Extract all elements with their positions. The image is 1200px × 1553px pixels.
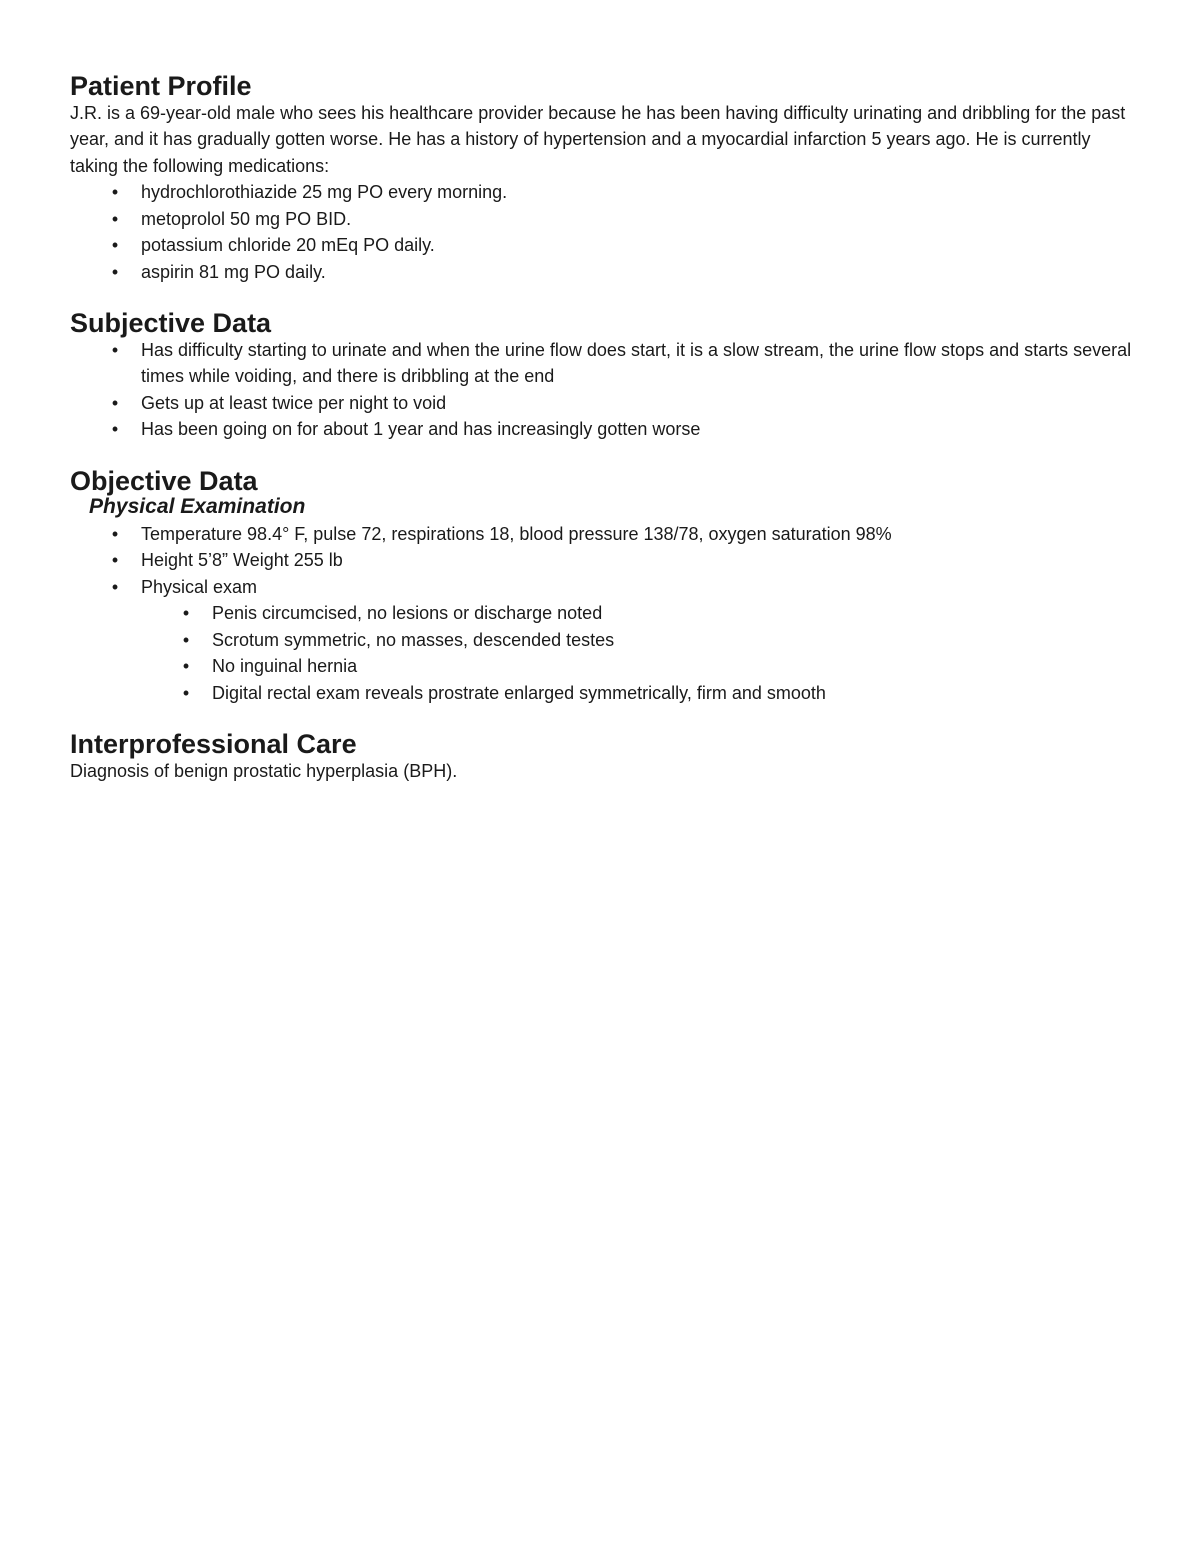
list-item — [70, 521, 1140, 548]
patient-profile-intro: J.R. is a 69-year-old male who sees his healthcare provider because he has been having difficulty urinating and dribbling for the past year, and it has gradually gotten worse. He has a history of hypertension and a myocardial infarction 5 years ago. He is currently taking the following medications: — [70, 102, 1126, 176]
bullet-icon: • — [111, 392, 119, 413]
bullet-icon: • — [182, 682, 190, 703]
patient-profile-section — [70, 73, 1140, 285]
medication-text: potassium chloride 20 mEq PO daily. — [141, 235, 435, 255]
bullet-icon: • — [182, 629, 190, 650]
objective-data-list — [70, 521, 1140, 601]
bullet-icon: • — [111, 550, 119, 570]
height-weight-text: Height 5’8” Weight 255 lb — [141, 550, 343, 570]
physical-examination-subheading: Physical Examination — [89, 495, 306, 518]
interprofessional-care-section — [70, 731, 1140, 784]
exam-finding-text: Scrotum symmetric, no masses, descended testes — [212, 629, 615, 650]
objective-data-heading: Objective Data — [70, 465, 258, 496]
bullet-icon: • — [111, 235, 119, 255]
document-page — [70, 73, 1140, 784]
bullet-icon: • — [182, 603, 190, 623]
physical-exam-text: Physical exam — [141, 576, 258, 597]
medication-text: aspirin 81 mg PO daily. — [141, 261, 326, 282]
list-item — [70, 232, 1140, 259]
list-item — [70, 627, 1140, 654]
subjective-item-text: Has difficulty starting to urinate and when the urine flow does start, it is a slow stream, the urine flow stops and starts several times while voiding, and there is dribbling at the end — [141, 339, 1132, 386]
list-item — [70, 600, 1140, 627]
list-item — [70, 416, 1140, 443]
vital-signs-text: Temperature 98.4° F, pulse 72, respirations 18, blood pressure 138/78, oxygen saturation 98% — [141, 523, 892, 544]
bullet-icon: • — [182, 656, 190, 676]
list-item — [70, 653, 1140, 680]
list-item — [70, 206, 1140, 233]
list-item — [70, 547, 1140, 574]
patient-profile-heading: Patient Profile — [70, 71, 252, 101]
list-item — [70, 337, 1140, 390]
list-item — [70, 680, 1140, 707]
medication-text: metoprolol 50 mg PO BID. — [141, 208, 352, 229]
bullet-icon: • — [111, 208, 119, 229]
list-item — [70, 390, 1140, 417]
bullet-icon: • — [111, 523, 119, 544]
list-item — [70, 574, 1140, 601]
subjective-data-heading: Subjective Data — [70, 308, 272, 338]
bullet-icon: • — [111, 576, 119, 597]
interprofessional-care-heading: Interprofessional Care — [70, 729, 357, 759]
list-item — [70, 179, 1140, 206]
diagnosis-text: Diagnosis of benign prostatic hyperplasia (BPH). — [70, 760, 458, 781]
list-item — [70, 259, 1140, 286]
bullet-icon: • — [111, 182, 119, 202]
subjective-data-list — [70, 337, 1140, 443]
exam-finding-text: No inguinal hernia — [212, 656, 358, 676]
medication-list — [70, 179, 1140, 285]
subjective-data-section — [70, 310, 1140, 443]
subjective-item-text: Has been going on for about 1 year and has increasingly gotten worse — [141, 419, 701, 439]
bullet-icon: • — [111, 419, 119, 439]
medication-text: hydrochlorothiazide 25 mg PO every morning. — [141, 182, 508, 202]
physical-exam-findings-list — [70, 600, 1140, 706]
subjective-item-text: Gets up at least twice per night to void — [141, 392, 447, 413]
objective-data-section — [70, 465, 1140, 707]
bullet-icon: • — [111, 261, 119, 282]
exam-finding-text: Penis circumcised, no lesions or discharge noted — [212, 603, 603, 623]
exam-finding-text: Digital rectal exam reveals prostrate enlarged symmetrically, firm and smooth — [212, 682, 826, 703]
bullet-icon: • — [111, 339, 119, 360]
